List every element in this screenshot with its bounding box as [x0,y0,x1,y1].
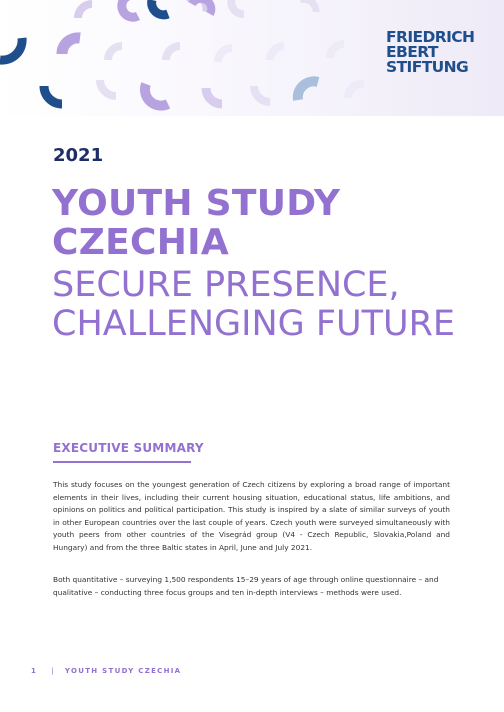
arc-shape [152,0,168,15]
arc-shape [218,48,232,62]
arc-shape [0,38,22,60]
arc-shape [300,0,316,12]
arc-shape [206,88,222,104]
title-line: CZECHIA [52,222,230,263]
arc-shape [270,46,284,60]
fes-logo [386,28,475,76]
heading-underline [53,461,191,463]
header-band [0,0,504,116]
arc-shape [330,44,344,58]
arc-shape [192,0,211,14]
subtitle-line: SECURE PRESENCE, [52,265,400,305]
arc-shape [231,0,244,14]
arc-shape [298,81,318,100]
arc-shape [108,46,122,60]
page-footer [31,667,181,675]
summary-paragraph: Both quantitative – surveying 1,500 respondents 15–29 years of age through online questionnaire – and qualitative – conducting three focus groups and ten in-depth interviews – methods were used. [53,575,439,597]
arc-shape [145,84,168,106]
section-heading: EXECUTIVE SUMMARY [53,441,204,455]
page-subtitle [52,266,492,344]
footer-separator: | [51,667,55,675]
publication-year: 2021 [53,145,104,166]
running-title: YOUTH STUDY CZECHIA [64,667,182,675]
arc-shape [254,86,270,102]
logo-line: STIFTUNG [386,58,469,76]
logo-line: FRIEDRICH [386,28,475,46]
arc-shape [348,84,364,98]
arc-shape [44,86,62,104]
arc-shape [166,46,180,60]
subtitle-line: CHALLENGING FUTURE [52,304,456,344]
arc-shape [100,80,116,96]
page-title [52,184,482,262]
arc-shape [78,4,92,18]
arc-shape [62,38,80,54]
summary-paragraph: This study focuses on the youngest generation of Czech citizens by exploring a broad range of important elements in their lives, including their current housing situation, educational status, life ambitions, and opinions on politics and political participation. This study is inspired by a slate of similar surveys of youth in other European countries over the last couple of years. Czech youth were surveyed simultaneously with youth peers from other countries of the Visegrád group (V4 - Czech Republic, Slovakia,Poland and Hungary) and from the three Baltic states in April, June and July 2021. [53,480,450,552]
arc-shape [122,0,138,17]
title-line: YOUTH STUDY [52,183,341,224]
page-number: 1 [31,667,38,675]
logo-line: EBERT [386,43,438,61]
